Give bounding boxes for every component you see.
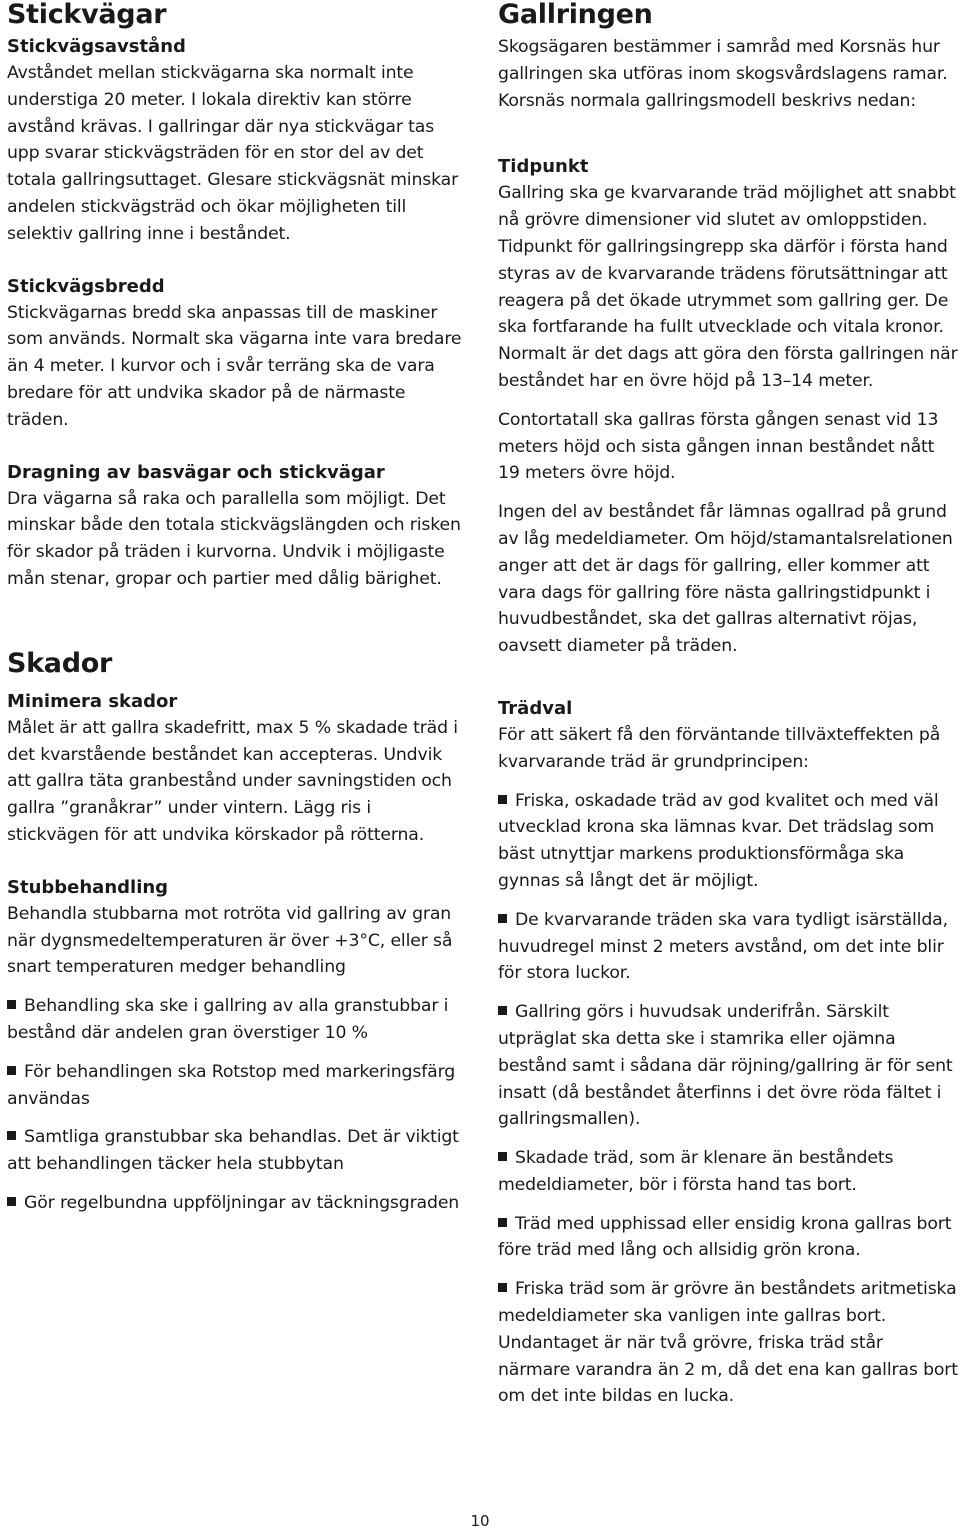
- left-column: [7, 0, 465, 1217]
- paragraph-stickvagsbredd: Stickvägarnas bredd ska anpassas till de maskiner som används. Normalt ska vägarna inte vara bredare än 4 meter. I kurvor och i svår terräng ska de vara bredare för att undvika skador på de närmaste träden.: [7, 302, 462, 430]
- bullet-square-icon: [498, 1283, 507, 1292]
- paragraph-ingen-del: Ingen del av beståndet får lämnas ogallrad på grund av låg medeldiameter. Om höjd/stamantalsrelationen anger att det är dags för gallring, eller kommer att vara dags för gallring före nästa gallringstidpunkt i huvudbeståndet, ska det gallras alternativt röjas, oavsett diameter på träden.: [498, 502, 953, 657]
- bullet-square-icon: [498, 1218, 507, 1227]
- page-number: 10: [470, 1512, 490, 1530]
- bullet-square-icon: [498, 914, 507, 923]
- list-item: Behandling ska ske i gallring av alla granstubbar i bestånd där andelen gran överstiger 10 %: [7, 996, 449, 1043]
- bullet-square-icon: [498, 795, 507, 804]
- bullet-square-icon: [7, 1000, 16, 1009]
- right-column: [498, 0, 958, 1410]
- list-item: Skadade träd, som är klenare än beståndets medeldiameter, bör i första hand tas bort.: [498, 1148, 894, 1195]
- list-item: De kvarvarande träden ska vara tydligt isärställda, huvudregel minst 2 meters avstånd, om det inte blir för stora luckor.: [498, 909, 948, 984]
- heading-stickvagsavstand: Stickvägsavstånd: [7, 36, 186, 57]
- heading-gallringen: Gallringen: [498, 0, 653, 30]
- heading-minimera-skador: Minimera skador: [7, 690, 178, 712]
- list-item: Träd med upphissad eller ensidig krona gallras bort före träd med lång och allsidig grön krona.: [498, 1213, 952, 1261]
- list-item: För behandlingen ska Rotstop med markeringsfärg användas: [7, 1061, 456, 1109]
- heading-tidpunkt: Tidpunkt: [498, 156, 589, 178]
- paragraph-tidpunkt: Gallring ska ge kvarvarande träd möjlighet att snabbt nå grövre dimensioner vid slutet av omloppstiden. Tidpunkt för gallringsingrepp ska därför i första hand styras av de kvarvarande trädens förutsättningar att reagera på det ökade utrymmet som gallring ger. De ska fortfarande ha fullt utvecklade och vitala kronor. Normalt är det dags att göra den första gallringen när beståndet har en övre höjd på 13–14 meter.: [498, 183, 958, 391]
- heading-stickvagar: Stickvägar: [7, 0, 167, 30]
- bullet-square-icon: [7, 1131, 16, 1140]
- paragraph-minimera-skador: Målet är att gallra skadefritt, max 5 % skadade träd i det kvarstående beståndet kan accepteras. Undvik att gallra täta granbestånd under savningstiden och gallra ”granåkrar” under vintern. Lägg ris i stickvägen för att undvika körskador på rötterna.: [7, 717, 458, 845]
- heading-skador: Skador: [7, 647, 113, 679]
- list-item: Samtliga granstubbar ska behandlas. Det är viktigt att behandlingen täcker hela stubbytan: [7, 1127, 459, 1175]
- heading-stubbehandling: Stubbehandling: [7, 876, 169, 898]
- heading-stickvagsbredd: Stickvägsbredd: [7, 275, 165, 297]
- bullet-square-icon: [7, 1066, 16, 1075]
- paragraph-contortatall: Contortatall ska gallras första gången senast vid 13 meters höjd och sista gången innan beståndet nått 19 meters övre höjd.: [498, 409, 939, 484]
- bullet-square-icon: [498, 1152, 507, 1161]
- paragraph-stickvagsavstand: Avståndet mellan stickvägarna ska normalt inte understiga 20 meter. I lokala direktiv kan större avstånd krävas. I gallringar där nya stickvägar tas upp svarar stickvägsträden för en stor del av det totala gallringsuttaget. Glesare stickvägsnät minskar andelen stickvägsträd och ökar möjligheten till selektiv gallring inne i beståndet.: [7, 63, 459, 244]
- bullet-square-icon: [7, 1197, 16, 1206]
- paragraph-tradval: För att säkert få den förväntande tillväxteffekten på kvarvarande träd är grundprincipen:: [498, 724, 941, 772]
- list-item: Gallring görs i huvudsak underifrån. Särskilt utpräglat ska detta ske i stamrika eller ojämna bestånd samt i sådana där röjning/gallring är för sent insatt (då beståndet återfinns i det övre röda fältet i gallringsmallen).: [498, 1002, 953, 1130]
- list-item: Friska, oskadade träd av god kvalitet och med väl utvecklad krona ska lämnas kvar. Det trädslag som bäst utnyttjar markens produktionsförmåga ska gynnas så långt det är möjligt.: [498, 790, 939, 891]
- list-item: Gör regelbundna uppföljningar av täckningsgraden: [7, 1190, 465, 1217]
- heading-tradval: Trädval: [498, 697, 573, 719]
- bullet-square-icon: [498, 1006, 507, 1015]
- paragraph-dragning: Dra vägarna så raka och parallella som möjligt. Det minskar både den totala stickvägslängden och risken för skador på träden i kurvorna. Undvik i möjligaste mån stenar, gropar och partier med dålig bärighet.: [7, 488, 461, 589]
- paragraph-gallringen-intro: Skogsägaren bestämmer i samråd med Korsnäs hur gallringen ska utföras inom skogsvårdslagens ramar. Korsnäs normala gallringsmodell beskrivs nedan:: [498, 37, 948, 111]
- heading-dragning: Dragning av basvägar och stickvägar: [7, 461, 385, 483]
- paragraph-stubbehandling: Behandla stubbarna mot rotröta vid gallring av gran när dygnsmedeltemperaturen är över +3°C, eller så snart temperaturen medger behandling: [7, 903, 453, 978]
- list-item: Friska träd som är grövre än beståndets aritmetiska medeldiameter ska vanligen inte gallras bort. Undantaget är när två grövre, friska träd står närmare varandra än 2 m, då det ena kan gallras bort om det inte bildas en lucka.: [498, 1279, 958, 1407]
